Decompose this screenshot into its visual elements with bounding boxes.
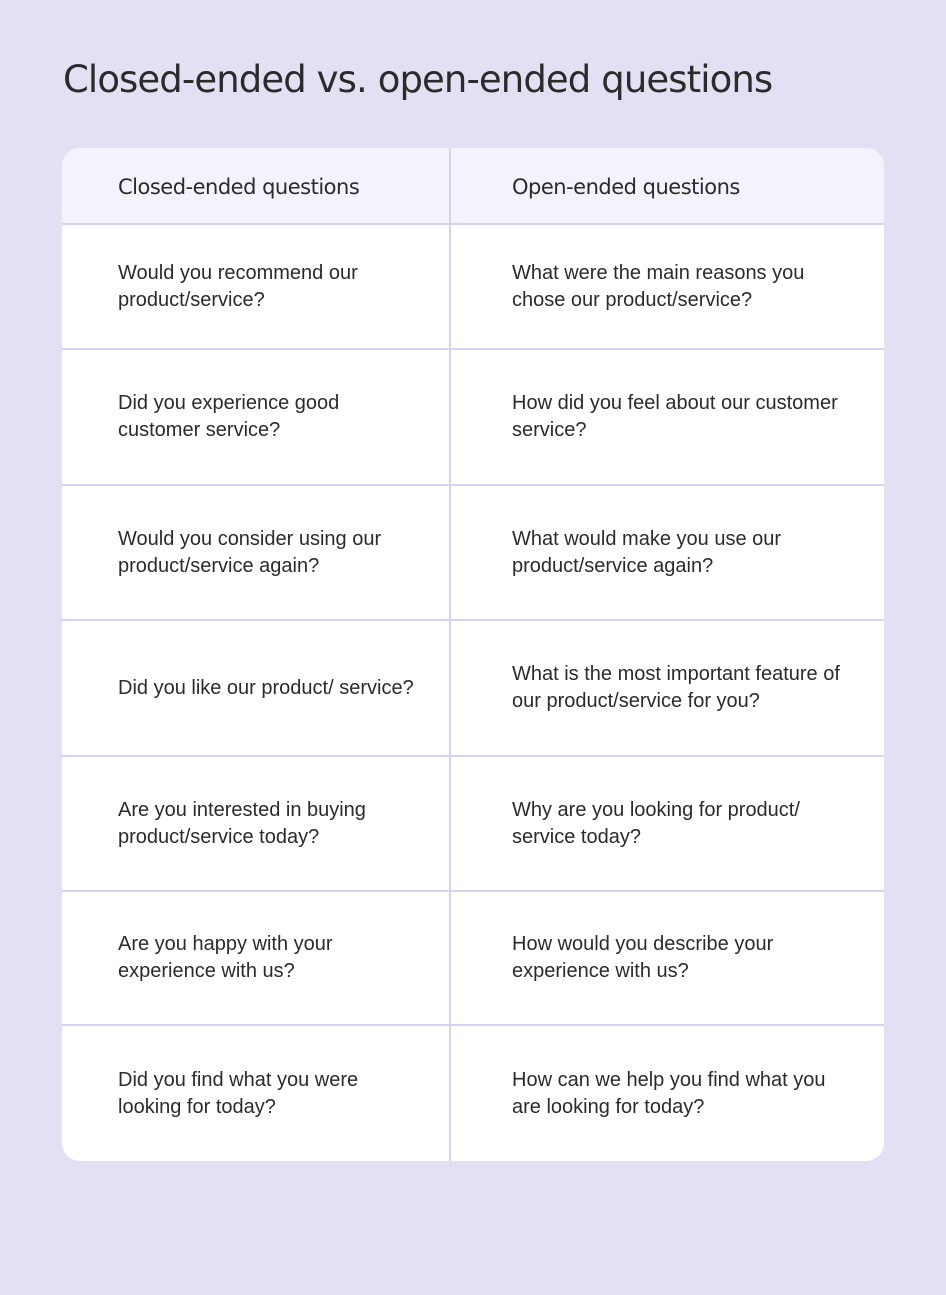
closed-question-text: Did you like our product/ service? <box>118 676 414 699</box>
open-question-text: Why are you looking for product/ service today? <box>512 798 800 848</box>
closed-question-text: Would you recommend our product/service? <box>118 261 358 311</box>
open-question-text: What would make you use our product/service again? <box>512 527 782 577</box>
open-question-cell <box>512 486 857 619</box>
table-row <box>62 621 884 757</box>
closed-question-cell <box>118 757 418 890</box>
comparison-table <box>62 148 884 1161</box>
table-row <box>62 757 884 892</box>
open-question-text: What is the most important feature of our product/service for you? <box>512 663 840 712</box>
open-question-cell <box>512 350 857 484</box>
page-title: Closed-ended vs. open-ended questions <box>63 58 773 101</box>
open-question-text: How did you feel about our customer service? <box>512 392 838 441</box>
table-row <box>62 486 884 621</box>
column-divider <box>449 148 451 1161</box>
table-row <box>62 1026 884 1161</box>
open-question-cell <box>512 225 857 348</box>
open-question-text: How can we help you find what you are looking for today? <box>512 1068 826 1118</box>
table-header-row <box>62 148 884 225</box>
table-row <box>62 225 884 350</box>
closed-question-cell <box>118 350 418 484</box>
header-open-ended: Open-ended questions <box>512 174 740 199</box>
closed-question-text: Did you experience good customer service? <box>118 392 340 441</box>
closed-question-text: Are you interested in buying product/service today? <box>118 798 366 848</box>
closed-question-text: Would you consider using our product/service again? <box>118 527 382 577</box>
closed-question-cell <box>118 225 418 348</box>
open-question-cell <box>512 1026 857 1161</box>
closed-question-cell <box>118 892 418 1024</box>
closed-question-cell <box>118 486 418 619</box>
header-closed-ended: Closed-ended questions <box>118 174 360 199</box>
open-question-cell <box>512 757 857 890</box>
open-question-text: What were the main reasons you chose our product/service? <box>512 261 805 311</box>
closed-question-cell <box>118 621 418 755</box>
closed-question-cell <box>118 1026 418 1161</box>
table-row <box>62 892 884 1026</box>
open-question-cell <box>512 892 857 1024</box>
table-row <box>62 350 884 486</box>
closed-question-text: Did you find what you were looking for today? <box>118 1068 359 1118</box>
closed-question-text: Are you happy with your experience with us? <box>118 933 333 982</box>
open-question-cell <box>512 621 857 755</box>
open-question-text: How would you describe your experience with us? <box>512 933 774 982</box>
